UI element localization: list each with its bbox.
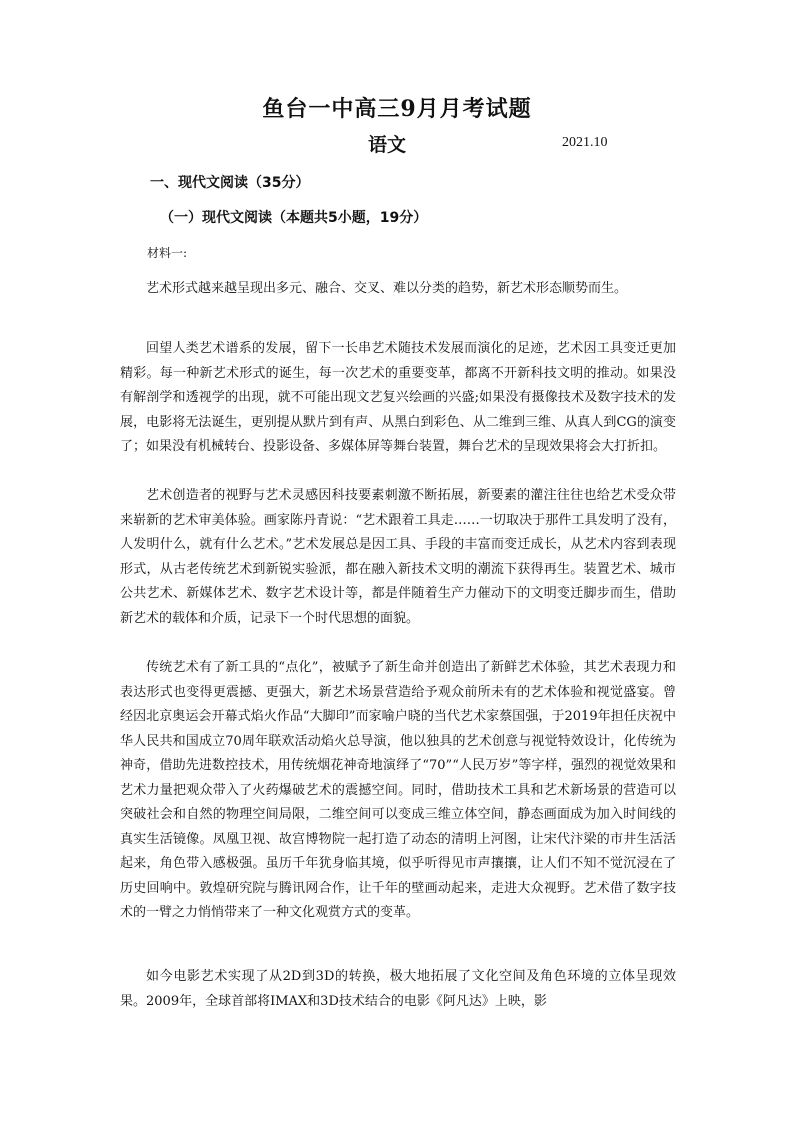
exam-title: 鱼台一中高三9月月考试题 xyxy=(262,96,532,122)
material-label: 材料一: xyxy=(147,246,188,260)
exam-date: 2021.10 xyxy=(562,135,608,150)
section-heading: 一、现代文阅读（35分） xyxy=(150,175,310,191)
subject-label: 语文 xyxy=(368,134,407,156)
paragraph-1: 艺术形式越来越呈现出多元、融合、交叉、难以分类的趋势，新艺术形态顺势而生。 xyxy=(146,281,628,296)
paragraph-5: 如今电影艺术实现了从2D到3D的转换，极大地拓展了文化空间及角色环境的立体呈现效果。2009年，全球首部将IMAX和3D技术结合的电影《阿凡达》上映，影 xyxy=(120,969,676,1009)
subsection-heading: （一）现代文阅读（本题共5小题，19分） xyxy=(160,210,428,226)
paragraph-4: 传统艺术有了新工具的“点化”，被赋予了新生命并创造出了新鲜艺术体验，其艺术表现力和表达形式也变得更震撼、更强大，新艺术场景营造给予观众前所未有的艺术体验和视觉盛宴。曾经因北京奥运会开幕式焰火作品“大脚印”而家喻户晓的当代艺术家蔡国强，于2019年担任庆祝中华人民共和国成立70周年联欢活动焰火总导演，他以独具的艺术创意与视觉特效设计，化传统为神奇，借助先进数控技术，用传统烟花神奇地演绎了“70”“人民万岁”等字样，强烈的视觉效果和艺术力量把观众带入了火药爆破艺术的震撼空间。同时，借助技术工具和艺术新场景的营造可以突破社会和自然的物理空间局限，二维空间可以变成三维立体空间，静态画面成为加入时间线的真实生活镜像。凤凰卫视、故宫博物院一起打造了动态的清明上河图，让宋代汴梁的市井生活活起来，角色带入感极强。虽历千年犹身临其境，似乎听得见市声攘攘，让人们不知不觉沉浸在了历史回响中。敦煌研究院与腾讯网合作，让千年的壁画动起来，走进大众视野。艺术借了数字技术的一臂之力悄悄带来了一种文化观赏方式的变革。 xyxy=(120,660,676,920)
paragraph-3: 艺术创造者的视野与艺术灵感因科技要素刺激不断拓展，新要素的灌注往往也给艺术受众带来崭新的艺术审美体验。画家陈丹青说：“艺术跟着工具走……一切取决于那件工具发明了没有，人发明什么，就有什么艺术。”艺术发展总是因工具、手段的丰富而变迁成长，从艺术内容到表现形式，从古老传统艺术到新锐实验派，都在融入新技术文明的潮流下获得再生。装置艺术、城市公共艺术、新媒体艺术、数字艺术设计等，都是伴随着生产力催动下的文明变迁脚步而生，借助新艺术的载体和介质，记录下一个时代思想的面貌。 xyxy=(120,488,676,626)
paragraph-2: 回望人类艺术谱系的发展，留下一长串艺术随技术发展而演化的足迹，艺术因工具变迁更加精彩。每一种新艺术形式的诞生，每一次艺术的重要变革，都离不开新科技文明的推动。如果没有解剖学和透视学的出现，就不可能出现文艺复兴绘画的兴盛;如果没有摄像技术及数字技术的发展，电影将无法诞生，更别提从默片到有声、从黑白到彩色、从二维到三维、从真人到CG的演变了；如果没有机械转台、投影设备、多媒体屏等舞台装置，舞台艺术的呈现效果将会大打折扣。 xyxy=(120,341,676,454)
